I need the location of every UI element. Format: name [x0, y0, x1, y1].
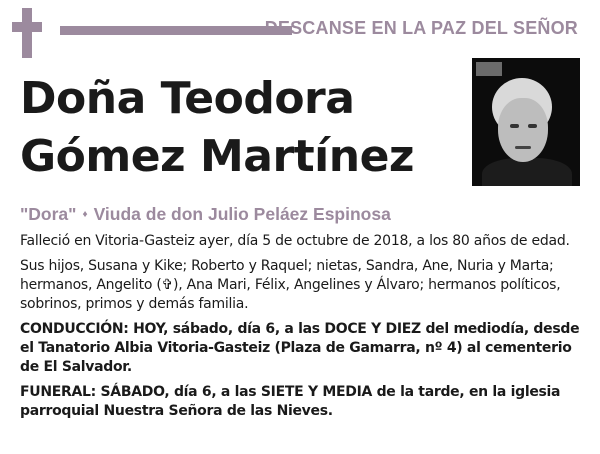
- funeral-info: FUNERAL: SÁBADO, día 6, a las SIETE Y MEDIA de la tarde, en la iglesia parroquial Nuestra Señora de las Nieves.: [20, 384, 561, 419]
- diamond-separator-icon: ♦: [82, 209, 88, 220]
- deceased-name-line1: Doña Teodora: [20, 73, 355, 124]
- small-cross-icon: ✞: [161, 277, 174, 293]
- deceased-name: [20, 70, 414, 186]
- cross-icon: [12, 8, 42, 58]
- notice-body: [20, 232, 580, 427]
- header-divider: [60, 26, 292, 35]
- nickname: "Dora": [20, 204, 77, 224]
- death-notice: Falleció en Vitoria-Gasteiz ayer, día 5 de octubre de 2018, a los 80 años de edad.: [20, 233, 570, 249]
- header-title: DESCANSE EN LA PAZ DEL SEÑOR: [264, 18, 578, 38]
- portrait-photo: [472, 58, 580, 186]
- relation: Viuda de don Julio Peláez Espinosa: [93, 204, 391, 224]
- family-list: Sus hijos, Susana y Kike; Roberto y Raquel; nietas, Sandra, Ane, Nuria y Marta; hermanos, Angelito (✞), Ana Mari, Félix, Angelines y Álvaro; hermanos políticos, sobrinos, primos y demás familia.: [20, 258, 561, 312]
- conduction-info: CONDUCCIÓN: HOY, sábado, día 6, a las DOCE Y DIEZ del mediodía, desde el Tanatorio Albia Vitoria-Gasteiz (Plaza de Gamarra, nº 4) al cementerio de El Salvador.: [20, 321, 580, 375]
- deceased-name-line2: Gómez Martínez: [20, 131, 415, 182]
- subtitle: [20, 204, 391, 225]
